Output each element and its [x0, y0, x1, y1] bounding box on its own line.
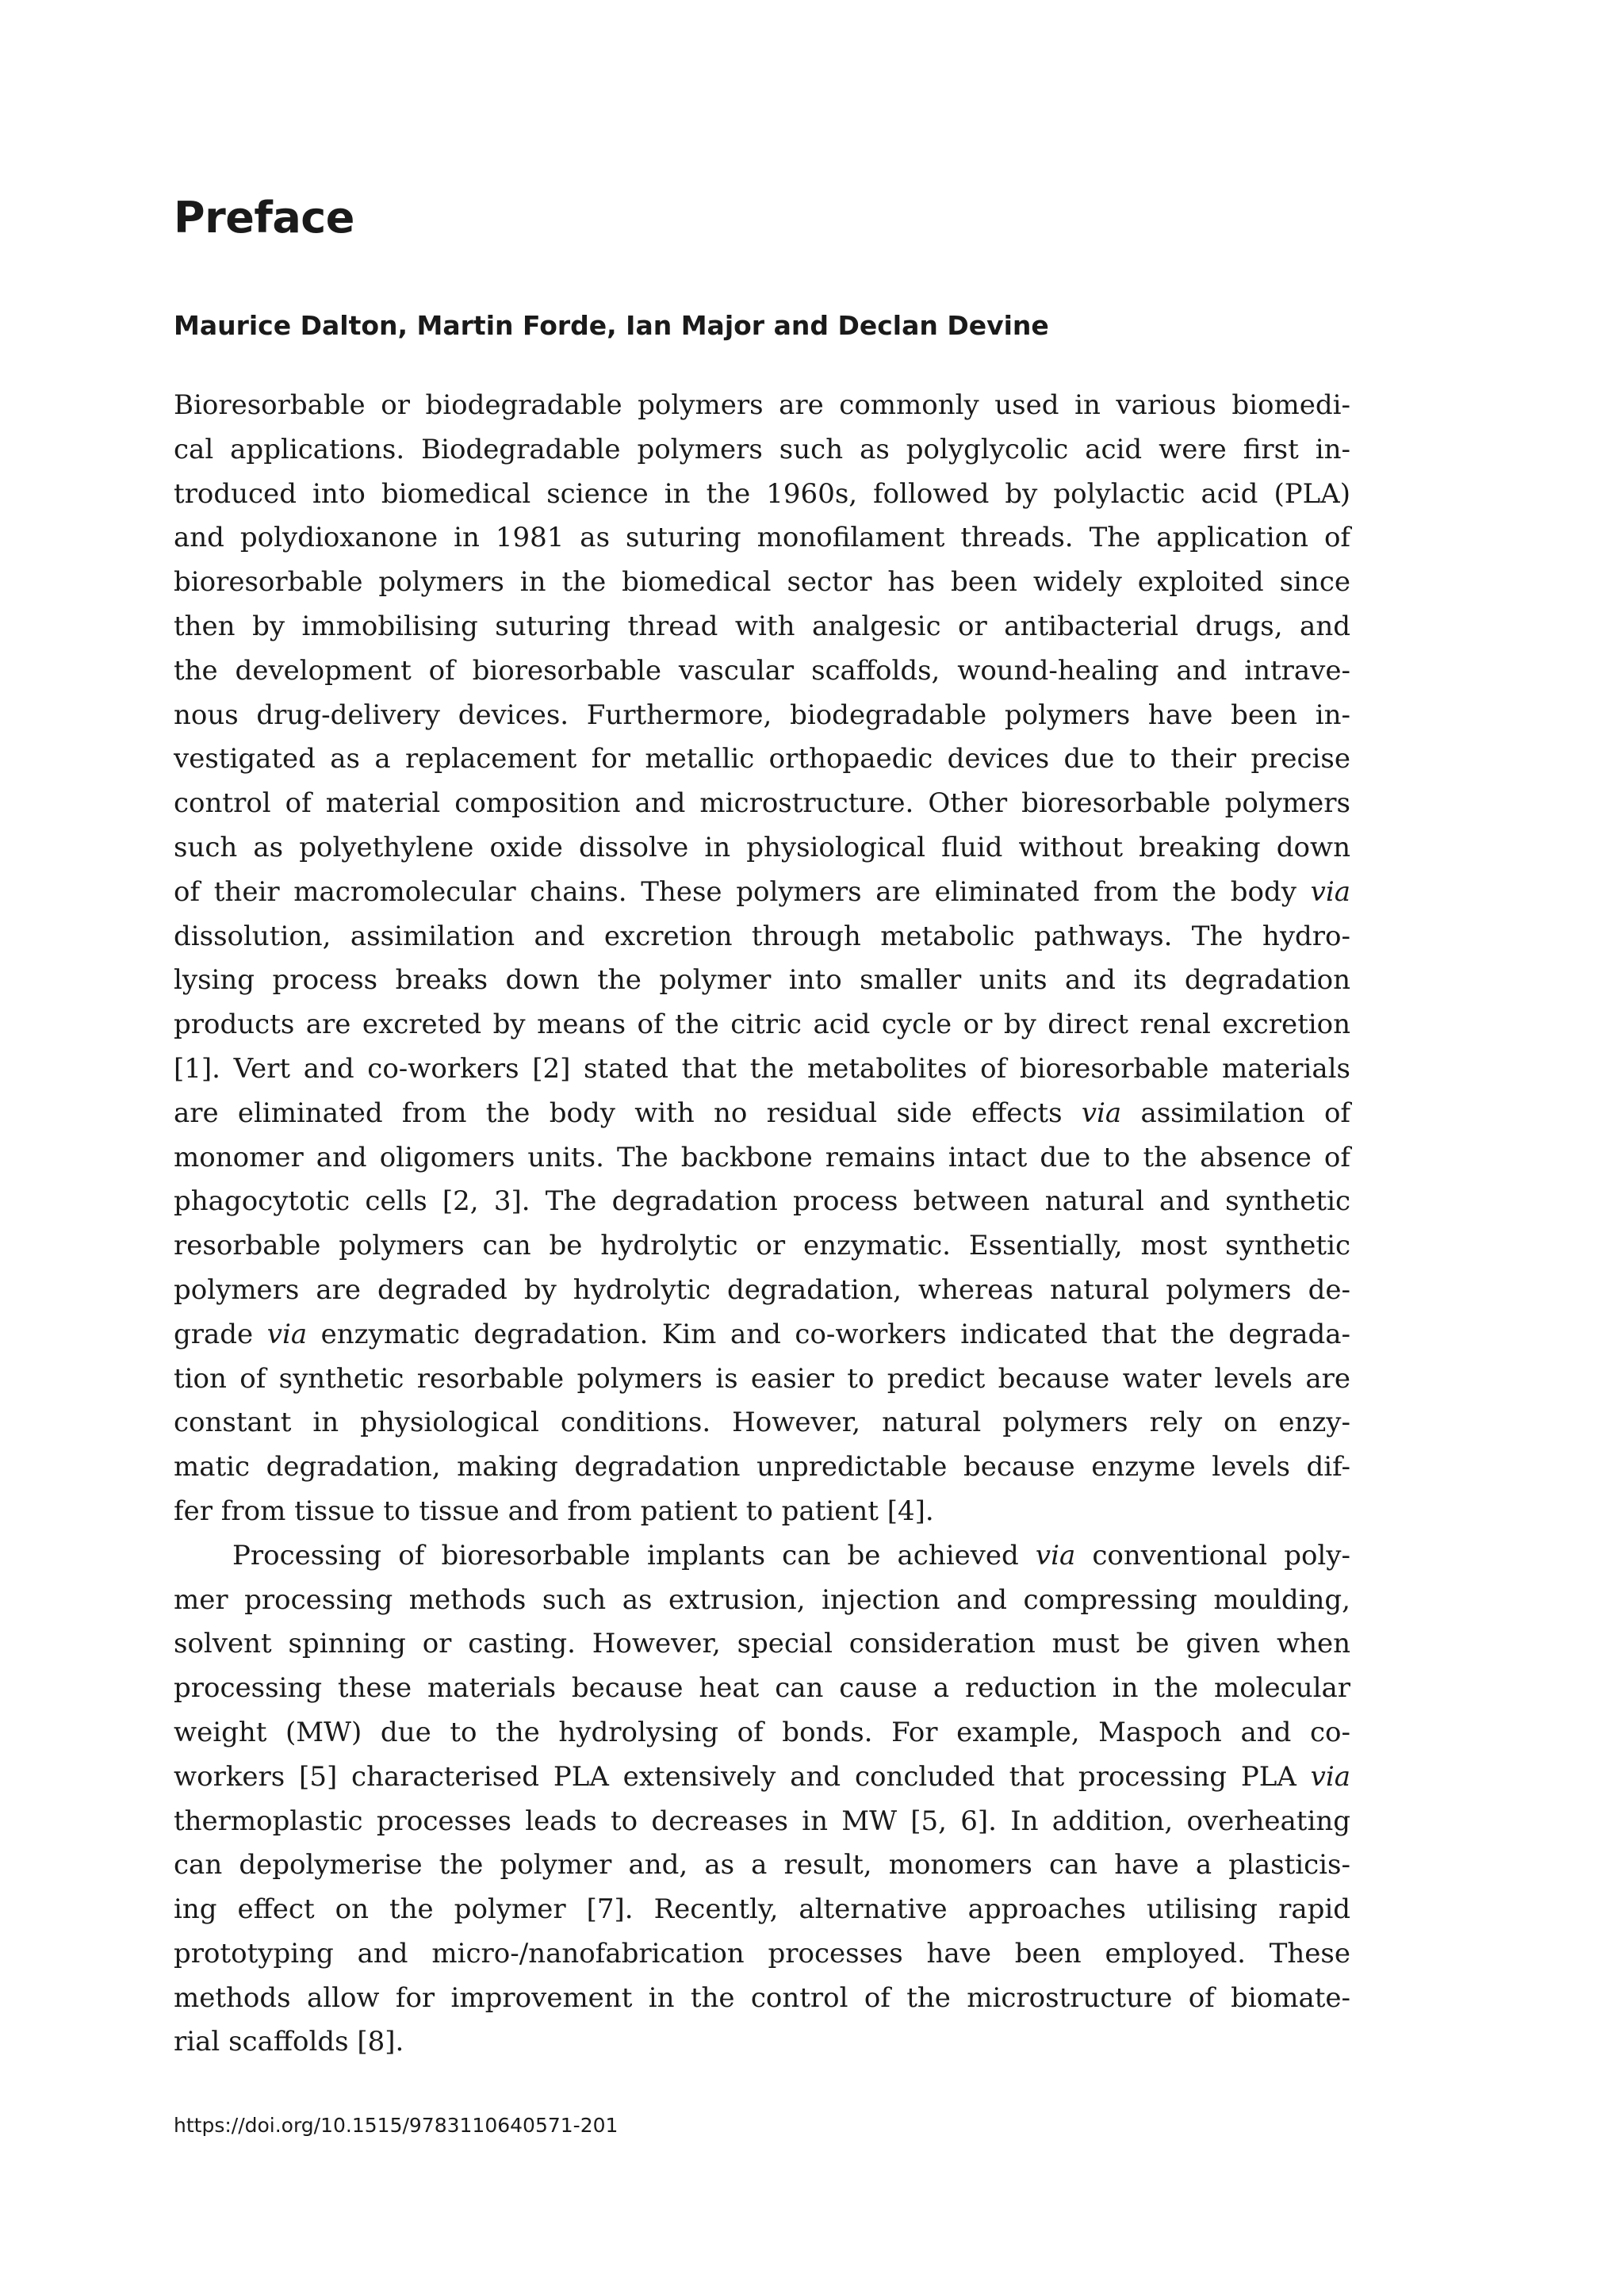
text-line: lysing process breaks down the polymer into smaller units and its degradation	[174, 964, 1350, 997]
text-line: constant in physiological conditions. However, natural polymers rely on enzy-	[174, 1407, 1350, 1439]
text-line: monomer and oligomers units. The backbone remains intact due to the absence of	[174, 1141, 1350, 1173]
text-line: bioresorbable polymers in the biomedical sector has been widely exploited since	[174, 566, 1350, 599]
text-line: rial scaffolds [8].	[174, 2026, 404, 2058]
text-line: control of material composition and microstructure. Other bioresorbable polymers	[174, 787, 1350, 820]
text-line: cal applications. Biodegradable polymers such as polyglycolic acid were first in-	[174, 433, 1350, 465]
text-line: thermoplastic processes leads to decreases in MW [5, 6]. In addition, overheating	[174, 1805, 1350, 1837]
text-line: solvent spinning or casting. However, special consideration must be given when	[174, 1628, 1350, 1660]
text-line: dissolution, assimilation and excretion through metabolic pathways. The hydro-	[174, 920, 1350, 952]
text-line: Bioresorbable or biodegradable polymers are commonly used in various biomedi-	[174, 389, 1350, 421]
text-line: polymers are degraded by hydrolytic degradation, whereas natural polymers de-	[174, 1273, 1350, 1306]
text-line: can depolymerise the polymer and, as a result, monomers can have a plasticis-	[174, 1849, 1350, 1881]
text-line: and polydioxanone in 1981 as suturing monofilament threads. The application of	[174, 522, 1350, 554]
text-line: troduced into biomedical science in the 1960s, followed by polylactic acid (PLA)	[174, 477, 1350, 510]
text-line: matic degradation, making degradation unpredictable because enzyme levels dif-	[174, 1451, 1350, 1483]
text-line: the development of bioresorbable vascular scaffolds, wound-healing and intrave-	[174, 654, 1350, 687]
text-line: weight (MW) due to the hydrolysing of bonds. For example, Maspoch and co-	[174, 1716, 1350, 1748]
text-line: products are excreted by means of the citric acid cycle or by direct renal excretion	[174, 1009, 1350, 1041]
text-line: ing effect on the polymer [7]. Recently, alternative approaches utilising rapid	[174, 1893, 1350, 1926]
author-list: Maurice Dalton, Martin Forde, Ian Major and Declan Devine	[174, 310, 1049, 341]
text-line: [1]. Vert and co-workers [2] stated that the metabolites of bioresorbable materials	[174, 1052, 1350, 1085]
text-line: tion of synthetic resorbable polymers is easier to predict because water levels are	[174, 1362, 1350, 1395]
doi-link[interactable]: https://doi.org/10.1515/9783110640571-201	[174, 2114, 619, 2137]
italic-term: via	[1310, 1760, 1350, 1793]
italic-term: via	[1081, 1097, 1122, 1129]
paragraph-2	[174, 1534, 1350, 2065]
body-text	[174, 384, 1350, 2065]
italic-term: via	[1035, 1539, 1076, 1571]
text-line: fer from tissue to tissue and from patient to patient [4].	[174, 1495, 934, 1527]
text-line: methods allow for improvement in the control of the microstructure of biomate-	[174, 1981, 1350, 2014]
text-line: workers [5] characterised PLA extensively and concluded that processing PLA via	[174, 1760, 1350, 1793]
text-line: processing these materials because heat can cause a reduction in the molecular	[174, 1672, 1350, 1705]
paragraph-1	[174, 384, 1350, 1534]
italic-term: via	[266, 1318, 308, 1350]
text-line: vestigated as a replacement for metallic orthopaedic devices due to their precise	[174, 743, 1350, 775]
text-line: nous drug-delivery devices. Furthermore, biodegradable polymers have been in-	[174, 699, 1350, 731]
text-line: phagocytotic cells [2, 3]. The degradation process between natural and synthetic	[174, 1185, 1350, 1218]
page-title: Preface	[174, 193, 354, 243]
text-line: Processing of bioresorbable implants can be achieved via conventional poly-	[232, 1539, 1350, 1571]
text-line: then by immobilising suturing thread with analgesic or antibacterial drugs, and	[174, 610, 1350, 642]
text-line: prototyping and micro-/nanofabrication processes have been employed. These	[174, 1937, 1350, 1970]
italic-term: via	[1310, 875, 1350, 908]
text-line: grade via enzymatic degradation. Kim and co-workers indicated that the degrada-	[174, 1318, 1351, 1350]
text-line: are eliminated from the body with no residual side effects via assimilation of	[174, 1097, 1351, 1129]
text-line: resorbable polymers can be hydrolytic or enzymatic. Essentially, most synthetic	[174, 1230, 1350, 1262]
text-line: of their macromolecular chains. These polymers are eliminated from the body via	[174, 875, 1350, 908]
text-line: such as polyethylene oxide dissolve in physiological fluid without breaking down	[174, 831, 1350, 863]
text-line: mer processing methods such as extrusion, injection and compressing moulding,	[174, 1583, 1350, 1616]
